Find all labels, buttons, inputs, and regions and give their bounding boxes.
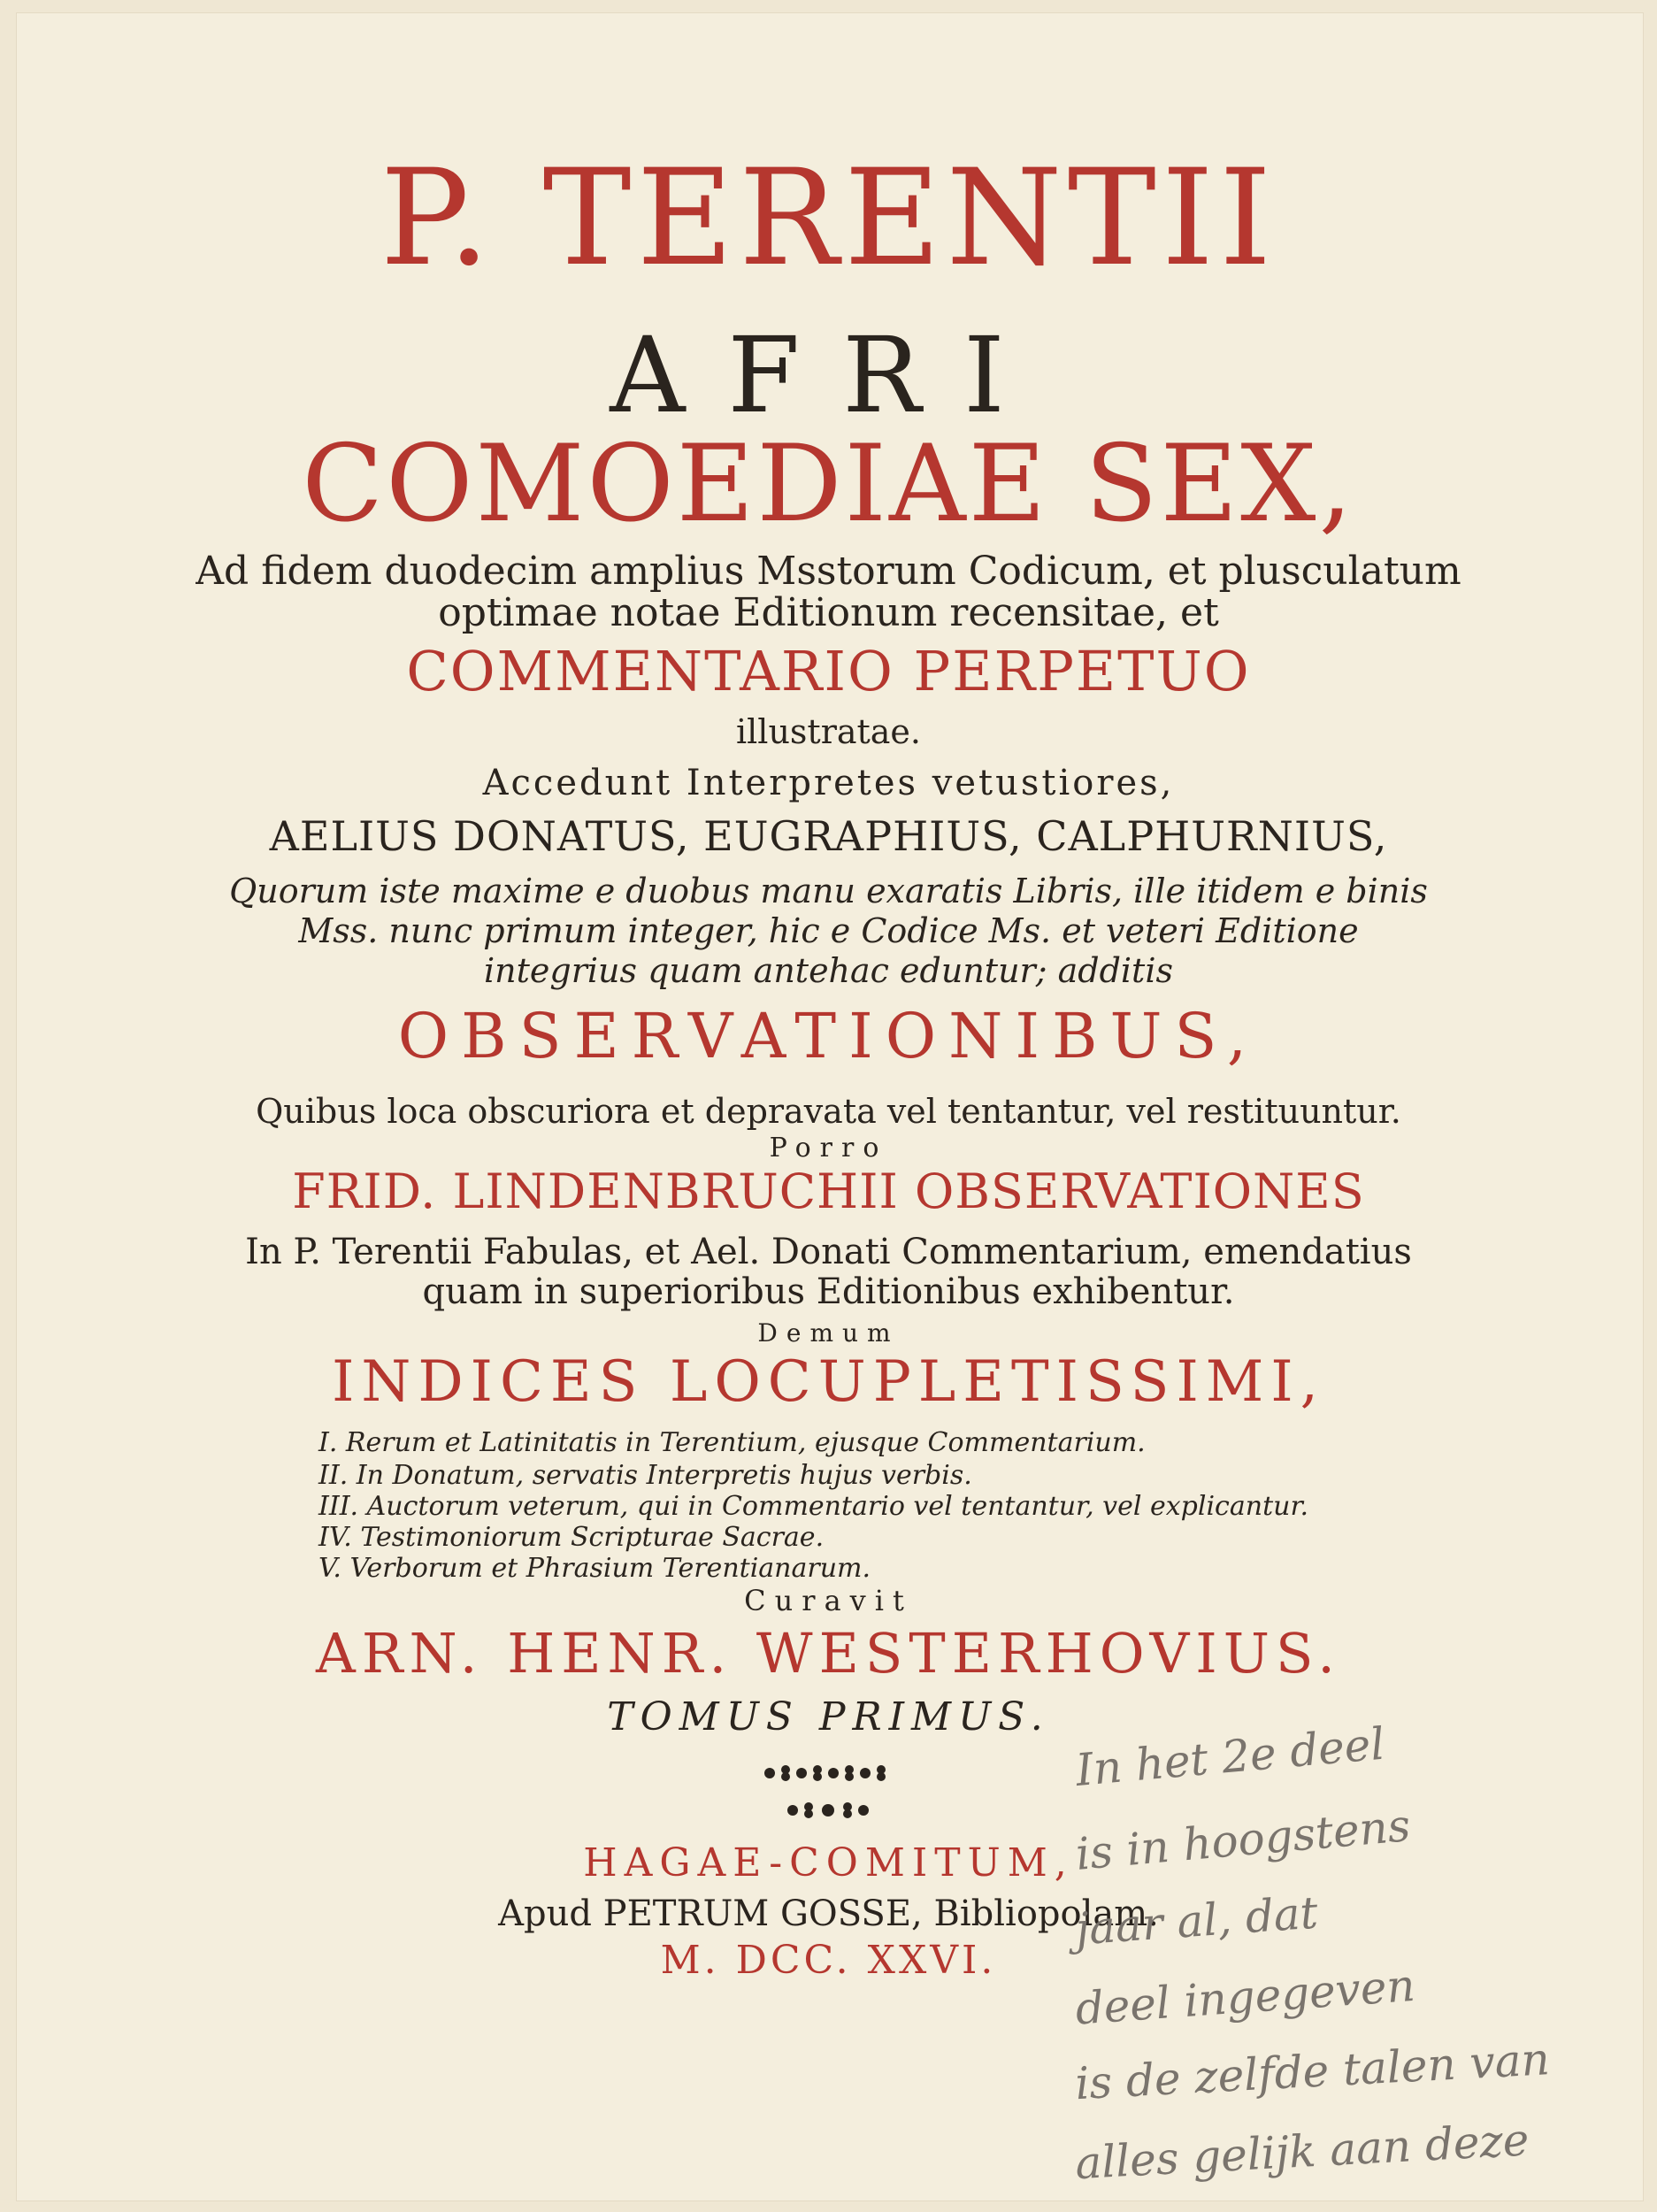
index-item: II. In Donatum, servatis Interpretis hujus verbis.: [318, 1460, 972, 1491]
porro-label: Porro: [769, 1133, 888, 1164]
work-title: COMOEDIAE SEX,: [302, 423, 1355, 546]
subtitle-line-2: optimae notae Editionum recensitae, et: [438, 590, 1219, 635]
volume-label: TOMUS PRIMUS.: [607, 1694, 1050, 1740]
handwritten-note-line: In het 2e deel: [1073, 1717, 1387, 1796]
imprint-year: M. DCC. XXVI.: [660, 1938, 997, 1983]
printer-ornament-icon: [757, 1761, 899, 1786]
accedunt-desc-1: Quorum iste maxime e duobus manu exaratis Libris, ille itidem e binis: [229, 872, 1428, 910]
handwritten-note-line: is in hoogstens: [1073, 1800, 1413, 1880]
commentary-heading: COMMENTARIO PERPETUO: [406, 639, 1251, 703]
lindenbruch-heading: FRID. LINDENBRUCHII OBSERVATIONES: [292, 1164, 1365, 1219]
handwritten-note-line: alles gelijk aan deze: [1073, 2114, 1530, 2190]
accedunt-heading: Accedunt Interpretes vetustiores,: [482, 763, 1175, 803]
index-item: I. Rerum et Latinitatis in Terentium, ejusque Commentarium.: [318, 1427, 1146, 1458]
indices-heading: INDICES LOCUPLETISSIMI,: [332, 1349, 1325, 1415]
index-item: V. Verborum et Phrasium Terentianarum.: [318, 1553, 871, 1584]
accedunt-desc-3: integrius quam antehac eduntur; additis: [484, 951, 1173, 990]
curavit-label: Curavit: [744, 1584, 913, 1617]
index-item: III. Auctorum veterum, qui in Commentario vel tentantur, vel explicantur.: [318, 1491, 1309, 1522]
demum-label: Demum: [757, 1318, 900, 1348]
interpreters-names: AELIUS DONATUS, EUGRAPHIUS, CALPHURNIUS,: [269, 812, 1388, 860]
subtitle-line-1: Ad fidem duodecim amplius Msstorum Codicum, et plusculatum: [196, 549, 1461, 594]
lindenbruch-desc-2: quam in superioribus Editionibus exhibentur.: [422, 1271, 1235, 1312]
index-item: IV. Testimoniorum Scripturae Sacrae.: [318, 1522, 825, 1553]
handwritten-note-line: deel ingegeven: [1073, 1959, 1417, 2035]
observationibus-desc: Quibus loca obscuriora et depravata vel tentantur, vel restituuntur.: [256, 1092, 1401, 1131]
subtitle-line-4: illustratae.: [735, 712, 922, 751]
imprint-publisher: Apud PETRUM GOSSE, Bibliopolam.: [498, 1893, 1159, 1934]
accedunt-desc-2: Mss. nunc primum integer, hic e Codice Ms. et veteri Editione: [298, 911, 1359, 950]
lindenbruch-desc-1: In P. Terentii Fabulas, et Ael. Donati Commentarium, emendatius: [245, 1232, 1412, 1272]
editor-name: ARN. HENR. WESTERHOVIUS.: [316, 1621, 1341, 1686]
handwritten-note-line: is de zelfde talen van: [1073, 2033, 1552, 2110]
author-name: P. TERENTII: [380, 142, 1277, 296]
handwritten-note-line: jaar al, dat: [1073, 1886, 1320, 1955]
imprint-place: HAGAE-COMITUM,: [583, 1840, 1074, 1886]
observationibus-heading: OBSERVATIONIBUS,: [397, 1000, 1260, 1072]
author-cognomen: AFRI: [610, 314, 1047, 436]
printer-ornament-icon: [757, 1798, 899, 1823]
